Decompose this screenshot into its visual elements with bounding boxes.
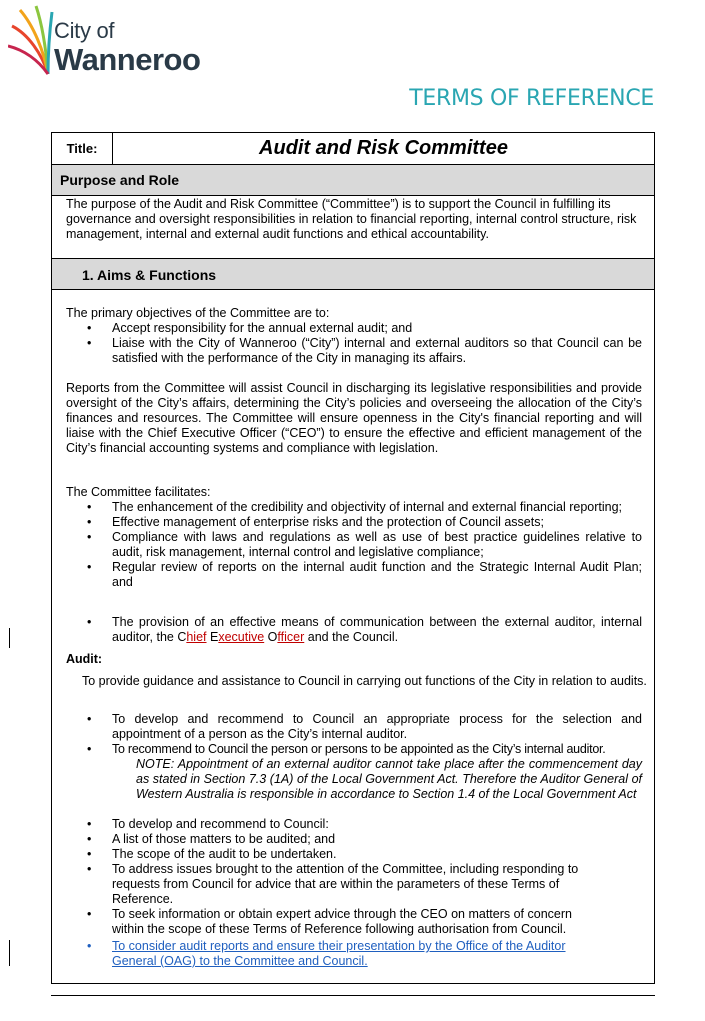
list-item: • A list of those matters to be audited; and: [84, 832, 642, 847]
document-type-heading: TERMS OF REFERENCE: [409, 86, 654, 111]
list-item: • The provision of an effective means of communication between the external auditor, internal auditor, the Chief Executive Officer and the Council.: [84, 615, 642, 645]
list-item: • To address issues brought to the attention of the Committee, including responding to requests from Council for advice that are within the parameters of these Terms of Reference.: [84, 862, 642, 907]
audit-list: [84, 712, 642, 802]
logo-text-city: City of: [54, 18, 115, 43]
footer-rule: [51, 995, 655, 996]
tracked-insert-item[interactable]: • To consider audit reports and ensure their presentation by the Office of the Auditor General (OAG) to the Committee and Council.: [84, 939, 642, 969]
list-item: • Liaise with the City of Wanneroo (“City”) internal and external auditors so that Council can be satisfied with the performance of the City in managing its affairs.: [84, 336, 642, 366]
communication-item: [84, 615, 642, 645]
list-item: • Compliance with laws and regulations as well as use of best practice guidelines relative to audit, risk management, internal control and legislative compliance;: [84, 530, 642, 560]
reports-paragraph: Reports from the Committee will assist Council in discharging its legislative responsibilities and provide oversight of the City’s affairs, determining the City’s policies and overseeing the allocation of the City’s finances and resources. The Committee will ensure openness in the City's financial reporting and will liaise with the Chief Executive Officer (“CEO”) to ensure the effective and efficient management of the City’s financial accounting systems and compliance with legislation.: [66, 381, 642, 455]
logo-text-wanneroo: Wanneroo: [54, 42, 201, 77]
committee-title: Audit and Risk Committee: [259, 137, 508, 159]
purpose-text: The purpose of the Audit and Risk Committee (“Committee”) is to support the Council in fulfilling its governance and oversight responsibilities in relation to financial reporting, internal control structure, risk management, internal and external audit functions and ethical accountability.: [66, 197, 637, 241]
title-label: Title:: [52, 133, 113, 164]
city-logo: [8, 4, 228, 80]
objectives-intro: The primary objectives of the Committee are to:: [66, 306, 330, 320]
note-item: [84, 757, 642, 802]
revision-bar: [9, 628, 10, 648]
list-item: • Accept responsibility for the annual external audit; and: [84, 321, 642, 336]
tracked-change: hief: [186, 630, 207, 644]
facilitates-intro: The Committee facilitates:: [66, 485, 211, 499]
list-item: • The scope of the audit to be undertaken.: [84, 847, 642, 862]
list-item: • Effective management of enterprise risks and the protection of Council assets;: [84, 515, 642, 530]
objectives-list: [84, 321, 642, 366]
audit-list-linked: [84, 939, 642, 969]
legislative-note: NOTE: Appointment of an external auditor cannot take place after the commencement day as stated in Section 7.3 (1A) of the Local Government Act. Therefore the Auditor General of Western Australia is responsible in accordance to Section 1.4 of the Local Government Act: [136, 757, 642, 801]
audit-intro: To provide guidance and assistance to Council in carrying out functions of the City in relation to audits.: [82, 674, 647, 688]
revision-bar: [9, 940, 10, 966]
facilitates-list: [84, 500, 642, 590]
tracked-change: xecutive: [218, 630, 265, 644]
list-item: • To recommend to Council the person or persons to be appointed as the City’s internal auditor.: [84, 742, 642, 757]
list-item: • Regular review of reports on the internal audit function and the Strategic Internal Audit Plan; and: [84, 560, 642, 590]
tracked-change: fficer: [277, 630, 305, 644]
terms-table: [51, 132, 655, 984]
list-item: • To develop and recommend to Council an appropriate process for the selection and appointment of a person as the City’s internal auditor.: [84, 712, 642, 742]
list-item: • To develop and recommend to Council:: [84, 817, 642, 832]
logo-leaf-icon: [8, 4, 56, 76]
section-heading-aims: 1. Aims & Functions: [52, 258, 654, 290]
audit-heading: Audit:: [66, 652, 103, 666]
list-item: • The enhancement of the credibility and objectivity of internal and external financial reporting;: [84, 500, 642, 515]
section-heading-purpose: Purpose and Role: [52, 165, 654, 196]
audit-list-continued: [84, 817, 642, 937]
title-row: [52, 133, 654, 165]
list-item: • To seek information or obtain expert advice through the CEO on matters of concern within the scope of these Terms of Reference following authorisation from Council.: [84, 907, 642, 937]
